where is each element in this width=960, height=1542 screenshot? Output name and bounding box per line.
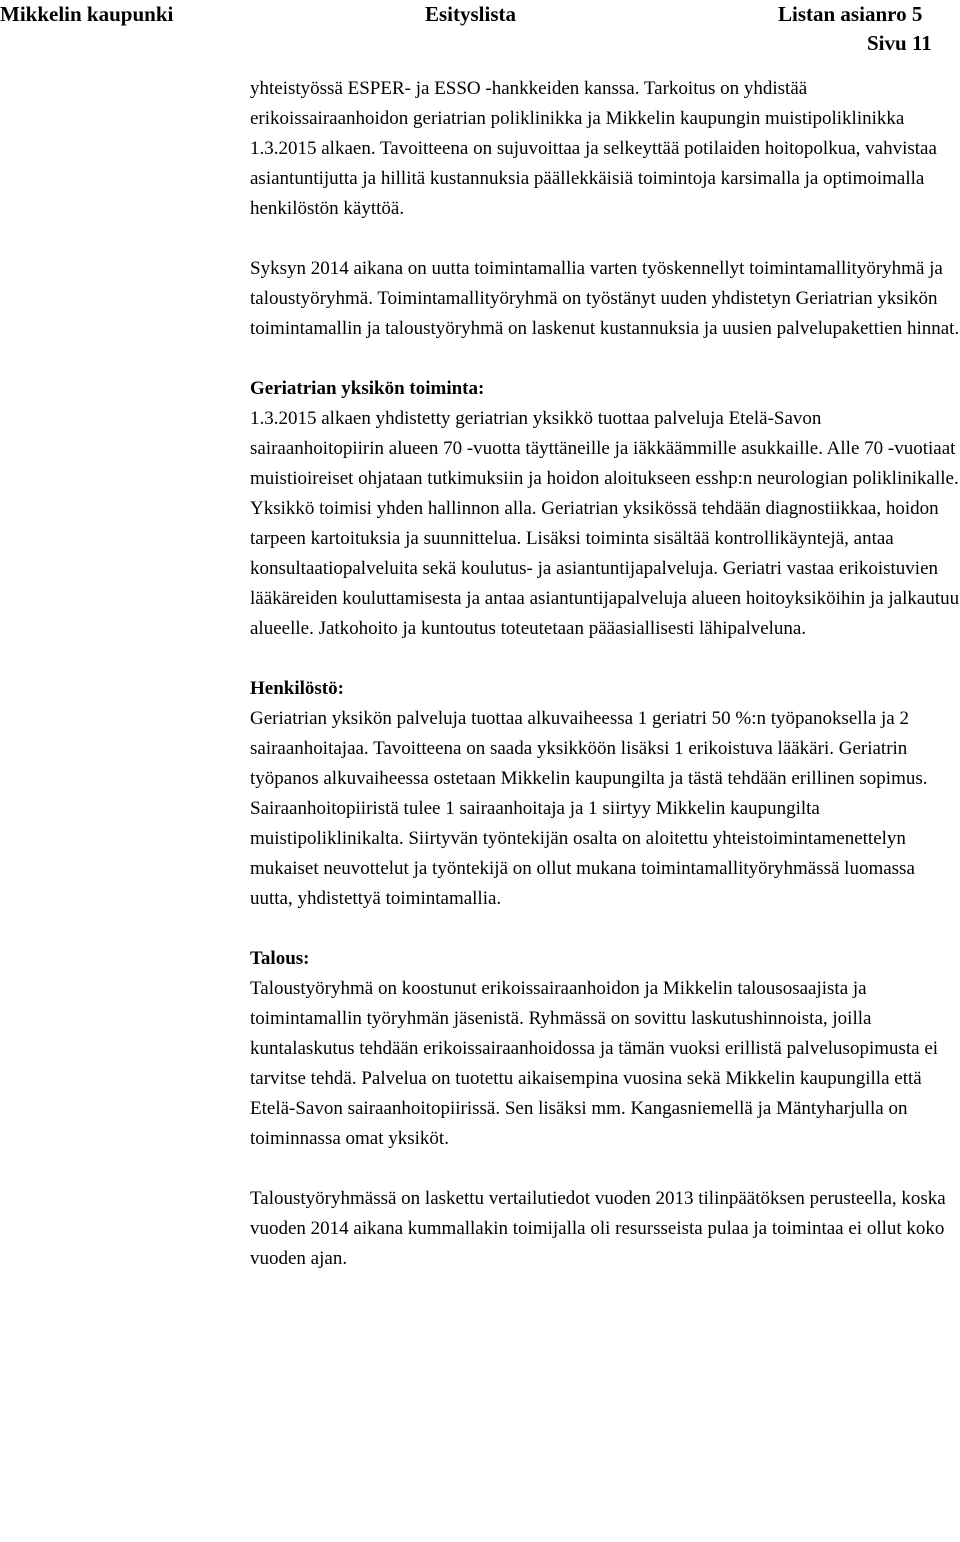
paragraph-comparison: Taloustyöryhmässä on laskettu vertailutiedot vuoden 2013 tilinpäätöksen perusteella, koska vuoden 2014 aikana kummallakin toimijalla oli resursseista pulaa ja toimintaa ei ollut koko vuoden ajan. xyxy=(250,1188,946,1269)
paragraph-staff: Geriatrian yksikön palveluja tuottaa alkuvaiheessa 1 geriatri 50 %:n työpanoksella ja 2 sairaanhoitajaa. Tavoitteena on saada yksikköön lisäksi 1 erikoistuva lääkäri. Geriatrin työpanos alkuvaiheessa ostetaan Mikkelin kaupungilta ja tästä tehdään erillinen sopimus. Sairaanhoitopiiristä tulee 1 sairaanhoitaja ja 1 siirtyy Mikkelin kaupungilta muistipoliklinikalta. Siirtyvän työntekijän osalta on aloitettu yhteistoimintamenettelyn mukaiset neuvottelut ja työntekijä on ollut mukana toimintamallityöryhmässä luomassa uutta, yhdistettyä toimintamallia. xyxy=(250,708,928,909)
paragraph-working-groups: Syksyn 2014 aikana on uutta toimintamallia varten työskennellyt toimintamallityöryhmä ja taloustyöryhmä. Toimintamallityöryhmä on työstänyt uuden yhdistetyn Geriatrian yksikön toimintamallin ja taloustyöryhmä on laskenut kustannuksia ja uusien palvelupakettien hinnat. xyxy=(250,258,960,339)
header-doc-type: Esityslista xyxy=(425,2,517,26)
document-body xyxy=(250,74,960,1274)
header-page-number: Sivu 11 xyxy=(867,31,932,55)
page-header xyxy=(0,0,960,60)
paragraph-unit-operation: 1.3.2015 alkaen yhdistetty geriatrian yksikkö tuottaa palveluja Etelä-Savon sairaanhoitopiirin alueen 70 -vuotta täyttäneille ja iäkkäämmille asukkaille. Alle 70 -vuotiaat muistioireiset ohjataan tutkimuksiin ja hoidon aloitukseen esshp:n neurologian poliklinikalle. Yksikkö toimisi yhden hallinnon alla. Geriatrian yksikössä tehdään diagnostiikkaa, hoidon tarpeen kartoituksia ja suunnittelua. Lisäksi toiminta sisältää kontrollikäyntejä, antaa konsultaatiopalveluita sekä koulutus- ja asiantuntijapalveluja. Geriatri vastaa erikoistuvien lääkäreiden kouluttamisesta ja antaa asiantuntijapalveluja alueen hoitoyksiköihin ja jalkautuu alueelle. Jatkohoito ja kuntoutus toteutetaan pääasiallisesti lähipalveluna. xyxy=(250,408,960,639)
heading-unit-operation: Geriatrian yksikön toiminta: xyxy=(250,378,485,399)
paragraph-finance: Taloustyöryhmä on koostunut erikoissairaanhoidon ja Mikkelin talousosaajista ja toimintamallin työryhmän jäsenistä. Ryhmässä on sovittu laskutushinnoista, joilla kuntalaskutus tehdään erikoissairaanhoidossa ja tämän vuoksi erillistä palvelusopimusta ei tarvitse tehdä. Palvelua on tuotettu aikaisempina vuosina sekä Mikkelin kaupungilla että Etelä-Savon sairaanhoitopiirissä. Sen lisäksi mm. Kangasniemellä ja Mäntyharjulla on toiminnassa omat yksiköt. xyxy=(250,978,939,1149)
paragraph-intro: yhteistyössä ESPER- ja ESSO -hankkeiden kanssa. Tarkoitus on yhdistää erikoissairaanhoidon geriatrian poliklinikka ja Mikkelin kaupungin muistipoliklinikka 1.3.2015 alkaen. Tavoitteena on sujuvoittaa ja selkeyttää potilaiden hoitopolkua, vahvistaa asiantuntijutta ja hillitä kustannuksia päällekkäisiä toimintoja karsimalla ja optimoimalla henkilöstön käyttöä. xyxy=(250,78,937,219)
header-org: Mikkelin kaupunki xyxy=(0,2,174,26)
header-item-number: Listan asianro 5 xyxy=(778,2,923,26)
heading-finance: Talous: xyxy=(250,948,310,969)
heading-staff: Henkilöstö: xyxy=(250,678,344,699)
